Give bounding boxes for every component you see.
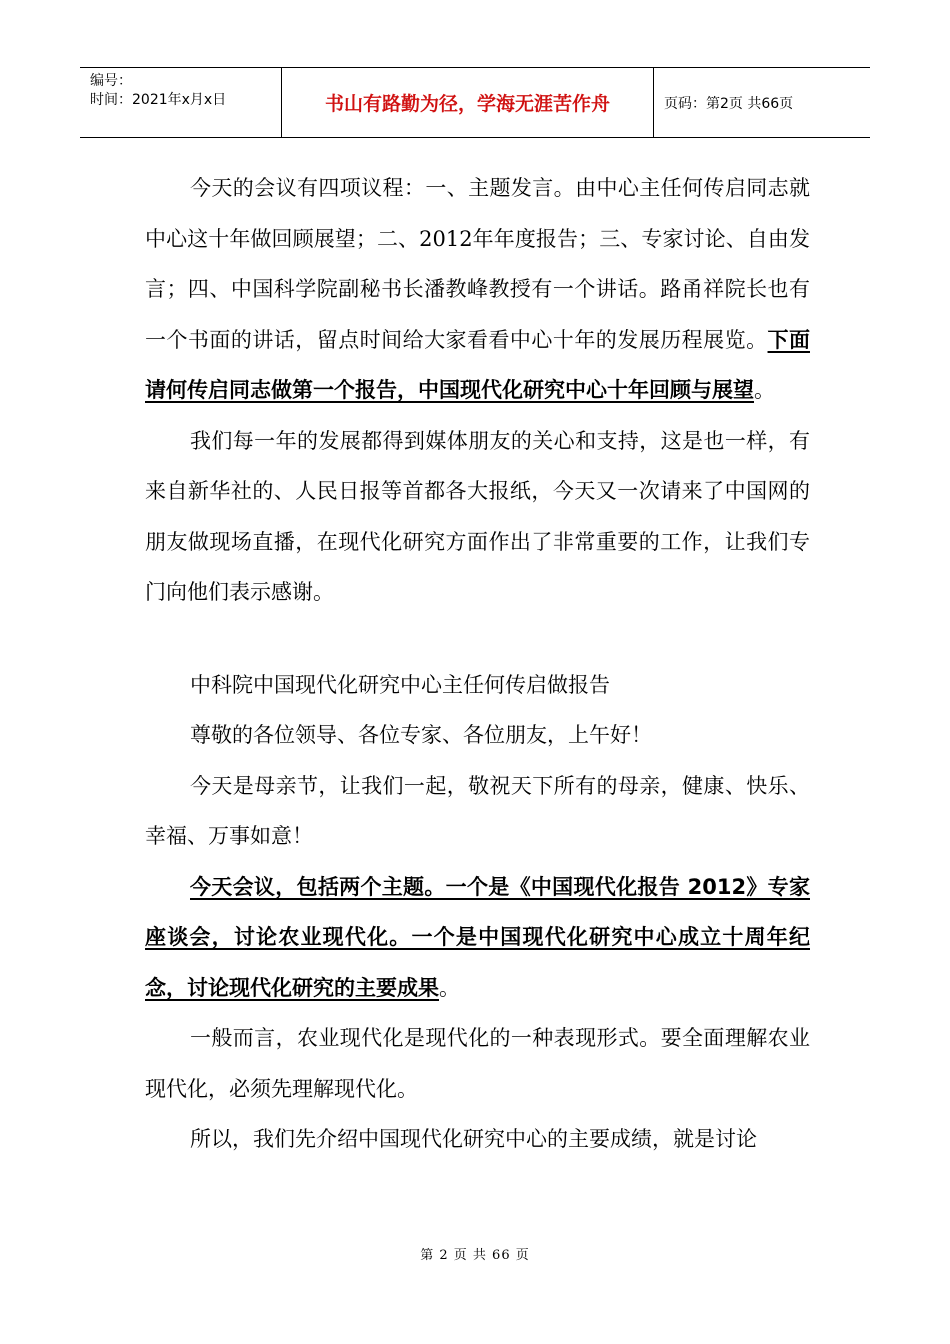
page-footer: 第 2 页 共 66 页 [420,1248,530,1263]
agenda-bold-text: 下面请何传启同志做第一个报告，中国现代化研究中心十年回顾与展望 [145,327,810,402]
paragraph-themes [145,862,810,1014]
paragraph-achievements: 所以，我们先介绍中国现代化研究中心的主要成绩，就是讨论 [190,1127,757,1151]
paragraph-mothers-day: 今天是母亲节，让我们一起，敬祝天下所有的母亲，健康、快乐、幸福、万事如意！ [145,773,810,848]
document-number-label: 编号： [90,73,132,89]
themes-bold-text: 今天会议，包括两个主题。一个是《中国现代化报告 2012》专家座谈会，讨论农业现代化。一个是中国现代化研究中心成立十周年纪念，讨论现代化研究的主要成果 [145,874,810,1000]
document-body [145,163,810,1165]
paragraph-greeting: 尊敬的各位领导、各位专家、各位朋友，上午好！ [190,723,652,747]
paragraph-report-title: 中科院中国现代化研究中心主任何传启做报告 [190,672,610,697]
document-time-label: 时间：2021年x月x日 [90,92,227,108]
paragraph-media-thanks: 我们每一年的发展都得到媒体朋友的关心和支持，这是也一样，有来自新华社的、人民日报等首都各大报纸，今天又一次请来了中国网的朋友做现场直播，在现代化研究方面作出了非常重要的工作，让我们专门向他们表示感谢。 [145,428,810,604]
agenda-end-punct: 。 [754,378,775,402]
paragraph-agenda [145,163,810,416]
header-page-info: 页码：第2页 共66页 [664,95,794,112]
themes-end-punct: 。 [439,975,460,1000]
paragraph-agri-modernization: 一般而言，农业现代化是现代化的一种表现形式。要全面理解农业现代化，必须先理解现代化。 [145,1026,810,1101]
page-header [80,67,870,138]
header-motto: 书山有路勤为径，学海无涯苦作舟 [282,68,654,137]
header-meta [80,68,282,137]
agenda-text: 今天的会议有四项议程：一、主题发言。由中心主任何传启同志就中心这十年做回顾展望；二、2012年年度报告；三、专家讨论、自由发言；四、中国科学院副秘书长潘教峰教授有一个讲话。路甬祥院长也有一个书面的讲话，留点时间给大家看看中心十年的发展历程展览。 [145,176,810,352]
paragraph-gap [145,618,810,660]
